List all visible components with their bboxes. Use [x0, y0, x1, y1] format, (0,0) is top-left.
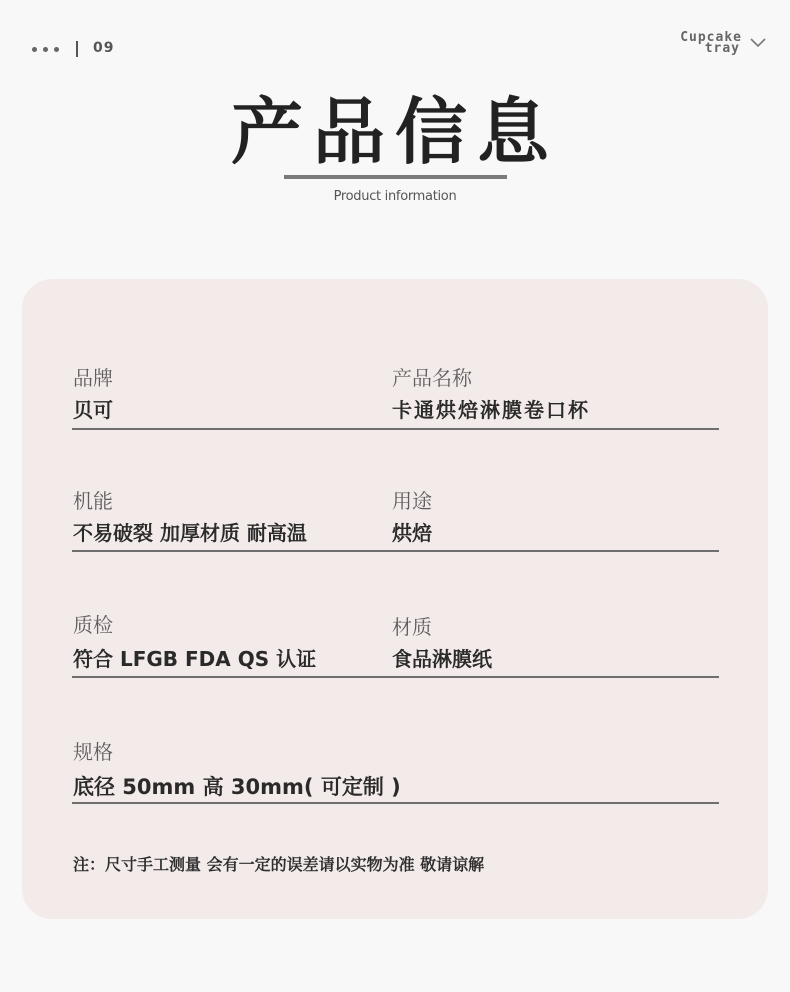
disclaimer-note: 注：尺寸手工测量 会有一定的误差请以实物为准 敬请谅解 [73, 855, 485, 874]
chevron-down-icon [750, 38, 766, 48]
spec-value: 烘焙 [392, 521, 432, 545]
page-number: 09 [93, 40, 115, 56]
row-divider [72, 550, 719, 552]
page-title: 产品信息 [230, 90, 559, 174]
spec-value: 卡通烘焙淋膜卷口杯 [392, 398, 590, 422]
spec-value: 符合 LFGB FDA QS 认证 [73, 647, 317, 671]
spec-value: 贝可 [73, 398, 113, 422]
spec-value: 食品淋膜纸 [392, 647, 492, 671]
spec-label: 品牌 [73, 366, 113, 390]
row-divider [72, 676, 719, 678]
spec-label: 机能 [73, 489, 113, 513]
spec-label: 质检 [73, 613, 113, 637]
spec-label: 规格 [73, 740, 113, 764]
spec-label: 用途 [392, 489, 432, 513]
spec-label: 材质 [392, 615, 432, 639]
divider [76, 41, 78, 57]
brand-line-1: Cupcake [680, 30, 742, 45]
title-underline [284, 175, 507, 179]
brand-line-2: tray [704, 41, 740, 56]
dots-icon [32, 47, 59, 52]
spec-value: 底径 50mm 高 30mm( 可定制 ) [73, 775, 401, 799]
brand-label [680, 32, 742, 54]
page-subtitle: Product information [333, 189, 457, 204]
spec-value: 不易破裂 加厚材质 耐高温 [73, 521, 307, 545]
row-divider [72, 802, 719, 804]
row-divider [72, 428, 719, 430]
spec-label: 产品名称 [392, 366, 472, 390]
